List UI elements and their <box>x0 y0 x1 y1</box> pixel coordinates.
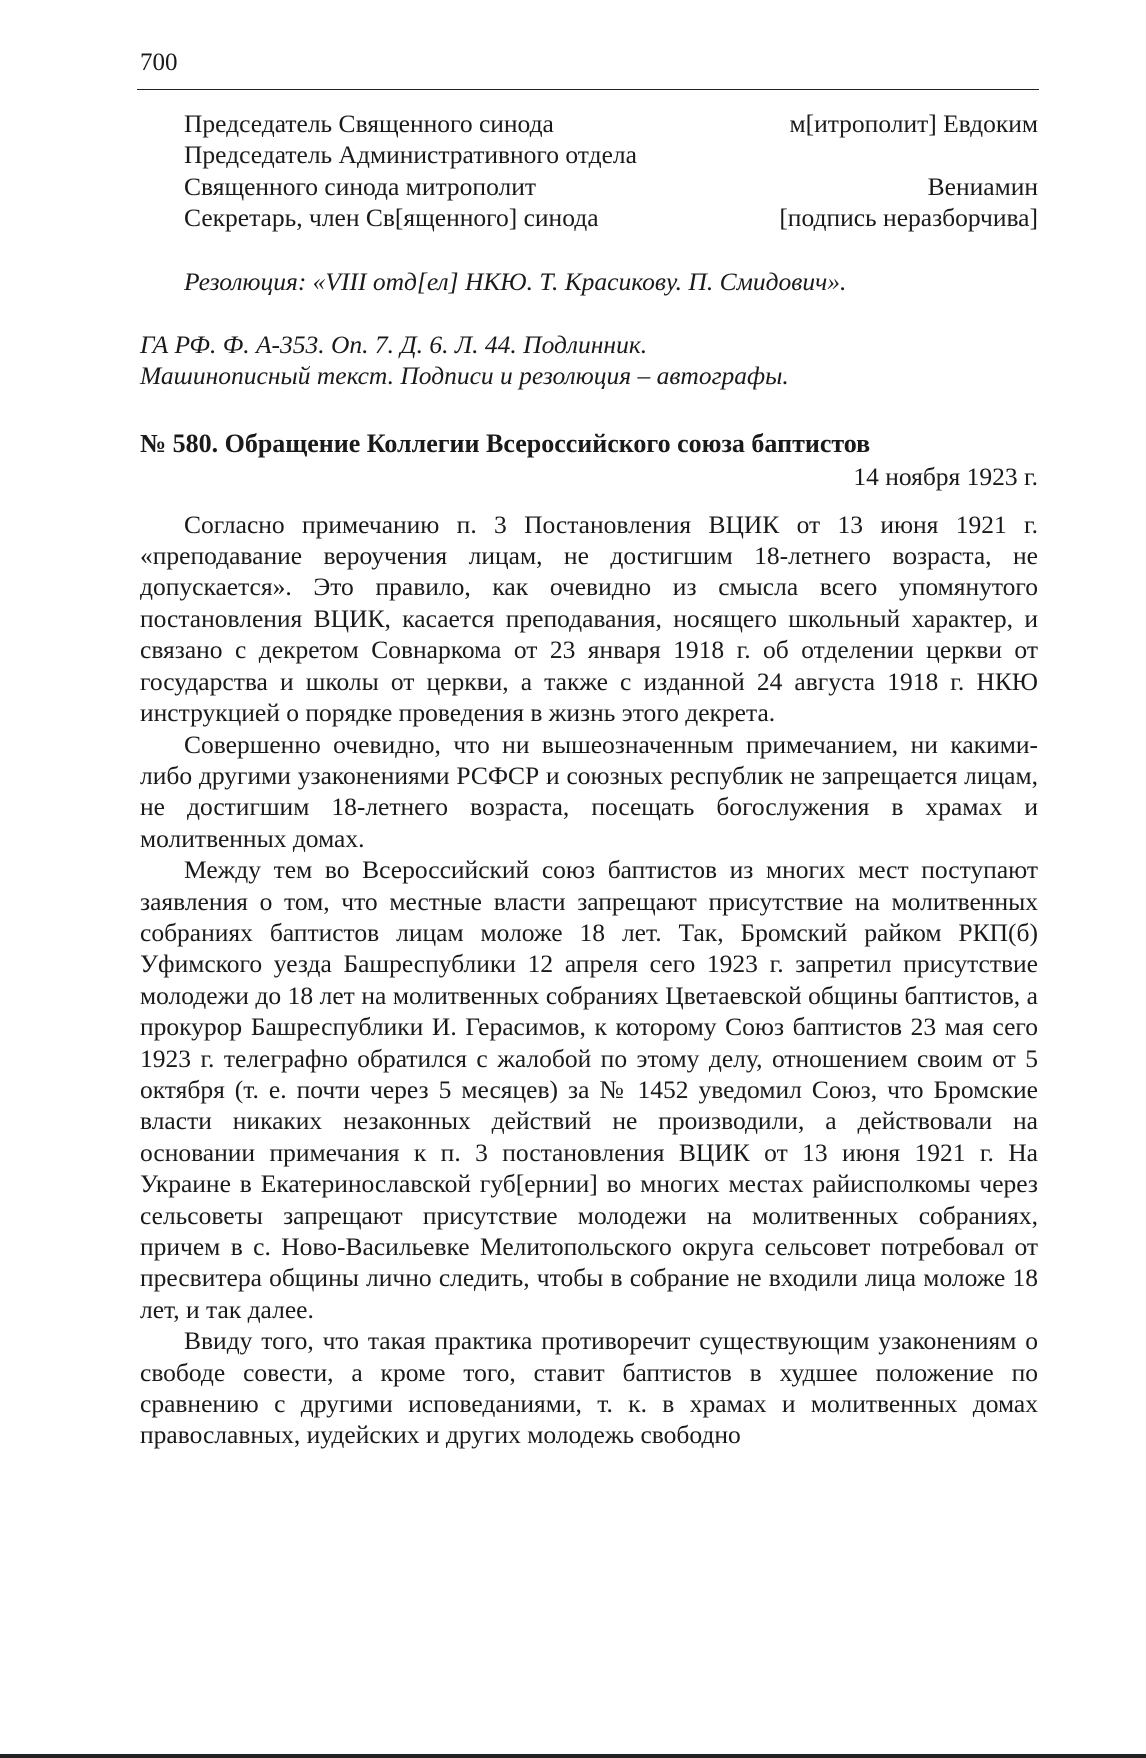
signature-block <box>184 108 1038 234</box>
archive-line: ГА РФ. Ф. А-353. Оп. 7. Д. 6. Л. 44. Подлинник. <box>140 330 648 360</box>
signature-row <box>184 108 1038 139</box>
signature-name: [подпись неразборчива] <box>779 203 1038 233</box>
paragraph: Между тем во Всероссийский союз баптистов из многих мест поступают заявления о том, что местные власти запрещают присутствие на молитвенных собраниях баптистов лицам моложе 18 лет. Так, Бромский райком РКП(б) Уфимского уезда Башреспублики 12 апреля сего 1923 г. запретил присутствие молодежи до 18 лет на молитвенных собраниях Цветаевской общины баптистов, а прокурор Башреспублики И. Герасимов, к которому Союз баптистов 23 мая сего 1923 г. телеграфно обратился с жалобой по этому делу, отношением своим от 5 октября (т. е. почти через 5 месяцев) за № 1452 уведомил Союз, что Бромские власти никаких незаконных действий не производили, а действовали на основании примечания к п. 3 постановления ВЦИК от 13 июня 1921 г. На Украине в Екатеринославской губ[ернии] во многих местах райисполкомы через сельсоветы запрещают присутствие молодежи на молитвенных собраниях, причем в с. Ново-Васильевке Мелитопольского округа сельсовет потребовал от пресвитера общины лично следить, чтобы в собрание не входили лица моложе 18 лет, и так далее. <box>140 855 1038 1324</box>
signature-row <box>184 171 1038 202</box>
signature-role: Председатель Священного синода <box>184 109 554 138</box>
signature-row <box>184 202 1038 233</box>
signature-role: Секретарь, член Св[ященного] синода <box>184 203 599 233</box>
scan-edge <box>0 1754 1146 1758</box>
paragraph: Совершенно очевидно, что ни вышеозначенным примечанием, ни какими-либо другими узаконениями РСФСР и союзных республик не запрещается лицам, не достигшим 18-летнего возраста, посещать богослужения в храмах и молитвенных домах. <box>140 729 1038 853</box>
signature-name: м[итрополит] Евдоким <box>789 109 1038 138</box>
document-title: № 580. Обращение Коллегии Всероссийского союза баптистов <box>140 428 871 458</box>
header-rule <box>137 89 1039 90</box>
resolution: Резолюция: «VIII отд[ел] НКЮ. Т. Красикову. П. Смидович». <box>184 266 847 296</box>
page-content <box>140 108 1038 1451</box>
document-date: 14 ноября 1923 г. <box>853 462 1038 492</box>
archive-reference <box>140 329 1038 392</box>
signature-row <box>184 139 1038 170</box>
archive-line: Машинописный текст. Подписи и резолюция – автографы. <box>140 361 789 391</box>
signature-name: Вениамин <box>927 171 1038 201</box>
document-body <box>140 509 1038 1451</box>
signature-role: Священного синода митрополит <box>184 171 536 201</box>
signature-role: Председатель Административного отдела <box>184 140 637 170</box>
page-number: 700 <box>140 49 178 76</box>
paragraph: Ввиду того, что такая практика противоречит существующим узаконениям о свободе совести, а кроме того, ставит баптистов в худшее положение по сравнению с другими исповеданиями, т. к. в храмах и молитвенных домах православных, иудейских и других молодежь свободно <box>140 1326 1038 1450</box>
paragraph: Согласно примечанию п. 3 Постановления ВЦИК от 13 июня 1921 г. «преподавание вероучения лицам, не достигшим 18-летнего возраста, не допускается». Это правило, как очевидно из смысла всего упомянутого постановления ВЦИК, касается преподавания, носящего школьный характер, и связано с декретом Совнаркома от 23 января 1918 г. об отделении церкви от государства и школы от церкви, а также с изданной 24 августа 1918 г. НКЮ инструкцией о порядке проведения в жизнь этого декрета. <box>140 509 1038 728</box>
